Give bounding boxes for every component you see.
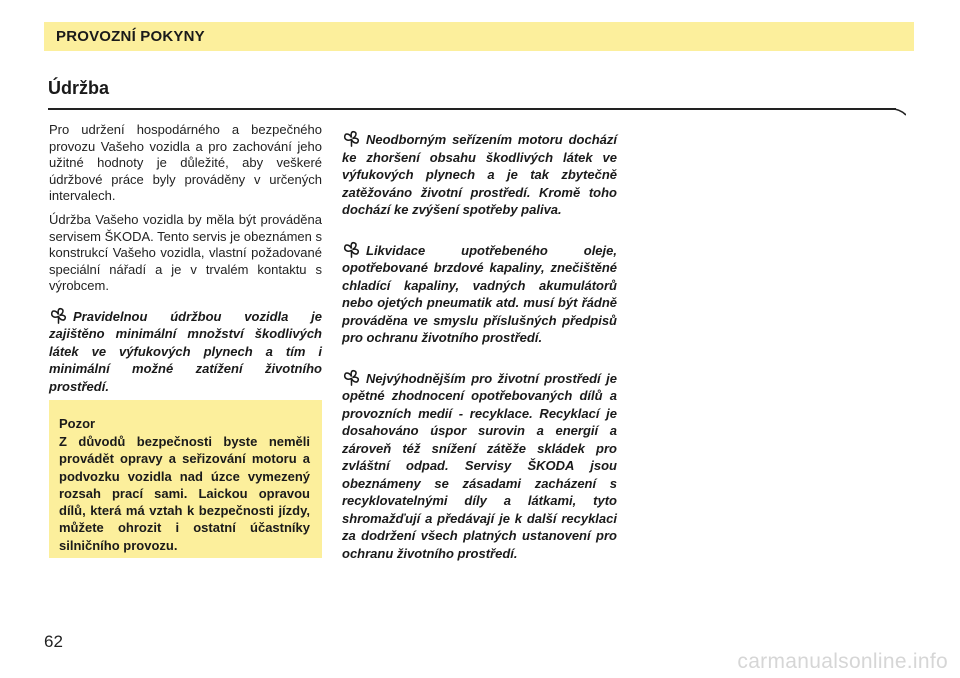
body-paragraph: Údržba Vašeho vozidla by měla být prováděna servisem ŠKODA. Tento servis je obeznámen s konstrukcí Vašeho vozidla, vlastní požadované speciální nářadí a je v trvalém kontaktu s výrobcem.: [49, 211, 322, 294]
eco-note: [342, 369, 617, 563]
page-number: 62: [44, 632, 63, 651]
leaf-icon: [49, 307, 68, 325]
page-title: Údržba: [48, 78, 110, 98]
leaf-icon: [342, 369, 361, 387]
eco-note: [342, 241, 617, 347]
warning-title: Pozor: [59, 416, 96, 431]
eco-note-text: Nejvýhodnějším pro životní prostředí je opětné zhodnocení opotřebovaných dílů a provozních medií - recyklace. Recyklací je dosahováno úspor surovin a energií a zároveň též snížení zátěže skládek pro zvláštní odpad. Servisy ŠKODA jsou obeznámeny se zásadami zacházení s recyklovatelnými díly a látkami, tyto shromažďují a předávají je k další recyklaci za dodržení všech platných ustanovení pro ochranu životního prostředí.: [342, 370, 617, 561]
eco-note-text: Likvidace upotřebeného oleje, opotřebované brzdové kapaliny, znečištěné chladící kapaliny, vadných akumulátorů nebo ojetých pneumatik atd. musí být řádně prováděna ve smyslu příslušných předpisů pro ochranu životního prostředí.: [342, 242, 617, 345]
eco-note-text: Pravidelnou údržbou vozidla je zajištěno minimální množství škodlivých látek ve výfukových plynech a tím i minimální možné zatížení životního prostředí.: [49, 308, 322, 394]
leaf-icon: [342, 130, 361, 148]
watermark: carmanualsonline.info: [737, 650, 948, 673]
eco-note: [342, 130, 617, 219]
divider-tail: [892, 108, 906, 116]
right-column: [342, 130, 617, 582]
title-divider: [48, 108, 896, 110]
body-paragraph: Pro udržení hospodárného a bezpečného provozu Vašeho vozidla a pro zachování jeho užitné hodnoty je důležité, aby veškeré údržbové práce byly prováděny v určených intervalech.: [49, 122, 322, 204]
section-header-label: PROVOZNÍ POKYNY: [56, 28, 205, 45]
left-column: [49, 122, 322, 415]
eco-note: [49, 307, 322, 396]
warning-text: Z důvodů bezpečnosti byste neměli provádět opravy a seřizování motoru a podvozku vozidla nad úzce vymezený rozsah prací sami. Laickou opravou dílů, která má vztah k bezpečnosti jízdy, můžete ohrozit i ostatní účastníky silničního provozu.: [59, 434, 310, 553]
warning-box: [49, 400, 322, 558]
section-header-band: [44, 22, 914, 51]
eco-note-text: Neodborným seřízením motoru dochází ke zhoršení obsahu škodlivých látek ve výfukových plynech a je tak zbytečně zatěžováno životní prostředí. Kromě toho dochází ke zvýšení spotřeby paliva.: [342, 132, 617, 217]
leaf-icon: [342, 241, 361, 259]
